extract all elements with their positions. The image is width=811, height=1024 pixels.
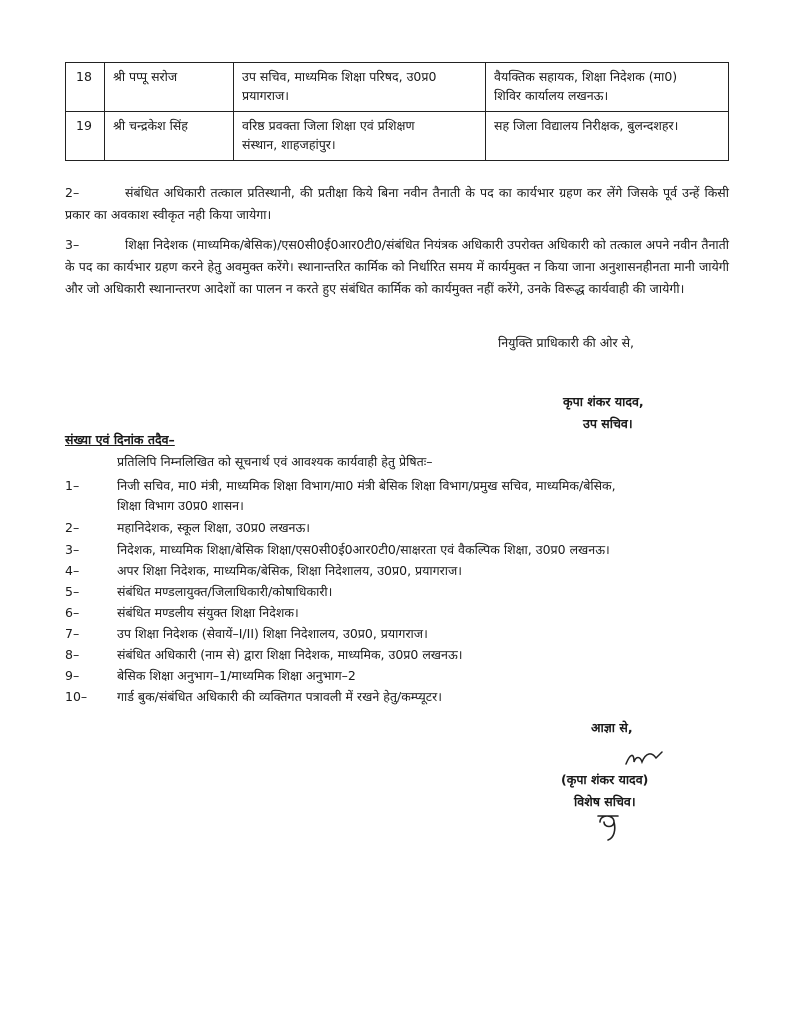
new-post bbox=[486, 112, 729, 161]
list-text-line: शिक्षा विभाग उ0प्र0 शासन। bbox=[117, 498, 244, 513]
copy-intro: प्रतिलिपि निम्नलिखित को सूचनार्थ एवं आवश्यक कार्यवाही हेतु प्रेषितः– bbox=[117, 454, 433, 469]
signatory-designation: विशेष सचिव। bbox=[574, 794, 636, 809]
list-text: महानिदेशक, स्कूल शिक्षा, उ0प्र0 लखनऊ। bbox=[117, 520, 311, 535]
list-text: निदेशक, माध्यमिक शिक्षा/बेसिक शिक्षा/एस0सी0ई0आर0टी0/साक्षरता एवं वैकल्पिक शिक्षा, उ0प्र0 लखनऊ। bbox=[117, 542, 610, 557]
paragraph-3 bbox=[65, 234, 729, 300]
current-post-line: संस्थान, शाहजहांपुर। bbox=[242, 137, 336, 152]
list-text: गार्ड बुक/संबंधित अधिकारी की व्यक्तिगत पत्रावली में रखने हेतु/कम्प्यूटर। bbox=[117, 689, 442, 704]
new-post bbox=[486, 63, 729, 112]
reference-heading: संख्या एवं दिनांक तदैव– bbox=[65, 432, 175, 447]
list-number: 7– bbox=[65, 626, 80, 641]
list-item bbox=[65, 476, 745, 520]
current-post-line: वरिष्ठ प्रवक्ता जिला शिक्षा एवं प्रशिक्षण bbox=[242, 118, 415, 133]
new-post-line: शिविर कार्यालय लखनऊ। bbox=[494, 88, 609, 103]
list-text bbox=[117, 476, 737, 516]
signatory-name: कृपा शंकर यादव, bbox=[563, 394, 644, 409]
list-text: उप शिक्षा निदेशक (सेवायें–I/II) शिक्षा निदेशालय, उ0प्र0, प्रयागराज। bbox=[117, 626, 428, 641]
paragraph-number: 2– bbox=[65, 185, 80, 200]
list-number: 3– bbox=[65, 542, 80, 557]
list-number: 10– bbox=[65, 689, 88, 704]
paragraph-2 bbox=[65, 182, 729, 226]
current-post-line: प्रयागराज। bbox=[242, 88, 290, 103]
current-post-line: उप सचिव, माध्यमिक शिक्षा परिषद, उ0प्र0 bbox=[242, 69, 437, 84]
table-row bbox=[66, 63, 729, 112]
paragraph-text: संबंधित अधिकारी तत्काल प्रतिस्थानी, की प्रतीक्षा किये बिना नवीन तैनाती के पद का कार्यभार ग्रहण कर लेंगे जिसके पूर्व उन्हें किसी प्रकार का अवकाश स्वीकृत नही किया जायेगा। bbox=[65, 185, 729, 222]
list-number: 8– bbox=[65, 647, 80, 662]
list-number: 1– bbox=[65, 478, 80, 493]
list-text: अपर शिक्षा निदेशक, माध्यमिक/बेसिक, शिक्षा निदेशालय, उ0प्र0, प्रयागराज। bbox=[117, 563, 463, 578]
row-serial: 18 bbox=[66, 63, 105, 112]
list-number: 9– bbox=[65, 668, 80, 683]
officer-name: श्री चन्द्रकेश सिंह bbox=[105, 112, 234, 161]
signatory-designation: उप सचिव। bbox=[583, 416, 633, 431]
order-line: आज्ञा से, bbox=[591, 720, 633, 735]
list-number: 4– bbox=[65, 563, 80, 578]
list-text: संबंधित मण्डलायुक्त/जिलाधिकारी/कोषाधिकारी। bbox=[117, 584, 333, 599]
handwritten-numeral-mark bbox=[596, 812, 622, 842]
list-text: संबंधित मण्डलीय संयुक्त शिक्षा निदेशक। bbox=[117, 605, 299, 620]
paragraph-number: 3– bbox=[65, 237, 80, 252]
signatory-name: (कृपा शंकर यादव) bbox=[561, 772, 649, 787]
list-text: संबंधित अधिकारी (नाम से) द्वारा शिक्षा निदेशक, माध्यमिक, उ0प्र0 लखनऊ। bbox=[117, 647, 463, 662]
current-post bbox=[234, 63, 486, 112]
list-text: बेसिक शिक्षा अनुभाग–1/माध्यमिक शिक्षा अनुभाग–2 bbox=[117, 668, 356, 683]
authority-line: नियुक्ति प्राधिकारी की ओर से, bbox=[498, 335, 635, 350]
list-number: 2– bbox=[65, 520, 80, 535]
list-text-line: निजी सचिव, मा0 मंत्री, माध्यमिक शिक्षा विभाग/मा0 मंत्री बेसिक शिक्षा विभाग/प्रमुख सचिव, माध्यमिक/बेसिक, bbox=[117, 478, 616, 493]
table-row bbox=[66, 112, 729, 161]
current-post bbox=[234, 112, 486, 161]
officer-name: श्री पप्पू सरोज bbox=[105, 63, 234, 112]
paragraph-text: शिक्षा निदेशक (माध्यमिक/बेसिक)/एस0सी0ई0आर0टी0/संबंधित नियंत्रक अधिकारी उपरोक्त अधिकारी को तत्काल अपने नवीन तैनाती के पद का कार्यभार ग्रहण करने हेतु अवमुक्त करेंगे। स्थानान्तरित कार्मिक को निर्धारित समय में कार्यमुक्त न किया जाना अनुशासनहीनता मानी जायेगी और जो अधिकारी स्थानान्तरण आदेशों का पालन न करते हुए संबंधित कार्मिक को कार्यमुक्त नहीं करेंगे, उनके विरूद्ध कार्यवाही की जायेगी। bbox=[65, 237, 729, 296]
row-serial: 19 bbox=[66, 112, 105, 161]
signature-mark bbox=[622, 748, 666, 770]
new-post-line: सह जिला विद्यालय निरीक्षक, बुलन्दशहर। bbox=[494, 118, 679, 133]
transfer-table bbox=[65, 62, 729, 161]
list-number: 5– bbox=[65, 584, 80, 599]
new-post-line: वैयक्तिक सहायक, शिक्षा निदेशक (मा0) bbox=[494, 69, 678, 84]
list-number: 6– bbox=[65, 605, 80, 620]
